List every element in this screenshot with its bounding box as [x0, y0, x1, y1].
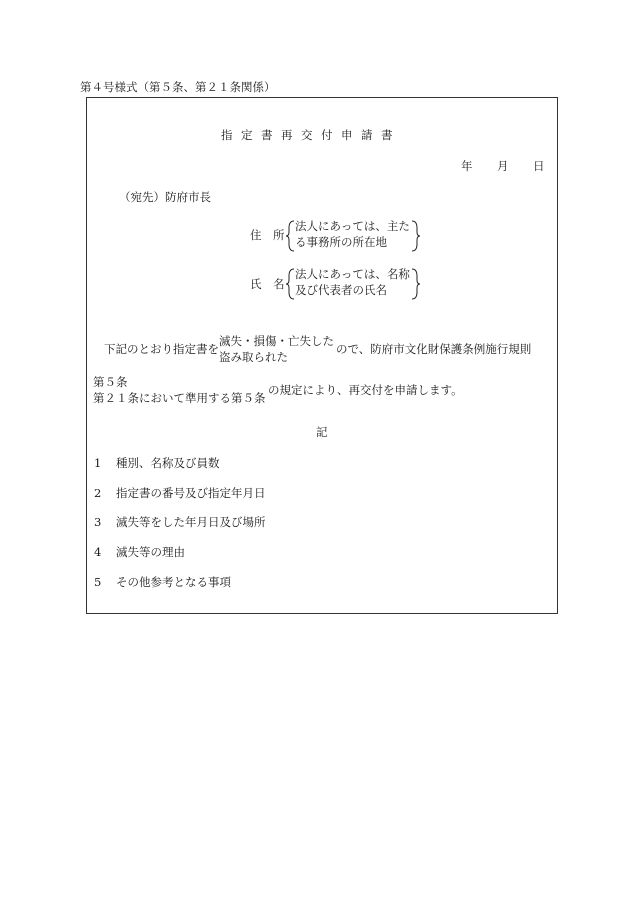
- name-note-line2: 及び代表者の氏名: [295, 283, 387, 297]
- date-year[interactable]: 年: [461, 159, 473, 173]
- form-number: 第４号様式（第５条、第２１条関係）: [80, 80, 276, 94]
- item-text: 滅失等をした年月日及び場所: [116, 515, 266, 529]
- name-note-line1: 法人にあっては、名称: [295, 267, 410, 281]
- address-input[interactable]: [425, 222, 550, 250]
- item-text: 指定書の番号及び指定年月日: [116, 486, 266, 500]
- date-day[interactable]: 日: [533, 159, 545, 173]
- body-suffix: の規定により、再交付を申請します。: [268, 383, 463, 397]
- item-text: 種別、名称及び員数: [116, 456, 220, 470]
- date-month[interactable]: 月: [497, 159, 509, 173]
- body-option-b: 盗み取られた: [219, 350, 288, 364]
- body-article-b: 第２１条において準用する第５条: [93, 391, 266, 405]
- item-number: 3: [94, 515, 102, 529]
- item-number: 4: [94, 545, 102, 559]
- item-number: 5: [94, 575, 102, 589]
- address-label-1: 住: [250, 228, 262, 242]
- item-text: その他参考となる事項: [116, 575, 231, 589]
- ki-heading: 記: [316, 425, 328, 439]
- item-number: 1: [94, 456, 102, 470]
- name-input[interactable]: [425, 270, 550, 298]
- body-middle: ので、防府市文化財保護条例施行規則: [336, 342, 532, 356]
- name-label-2: 名: [273, 277, 285, 291]
- address-label-2: 所: [273, 228, 285, 242]
- item-text: 滅失等の理由: [116, 545, 185, 559]
- address-note-line2: る事務所の所在地: [295, 235, 387, 249]
- body-article-a: 第５条: [93, 375, 128, 389]
- form-title: 指定書再交付申請書: [221, 128, 401, 142]
- name-label-1: 氏: [250, 277, 262, 291]
- addressee: （宛先）防府市長: [119, 190, 211, 204]
- item-number: 2: [94, 486, 102, 500]
- body-prefix: 下記のとおり指定書を: [104, 342, 219, 356]
- body-option-a: 滅失・損傷・亡失した: [219, 334, 334, 348]
- address-note-line1: 法人にあっては、主た: [295, 219, 410, 233]
